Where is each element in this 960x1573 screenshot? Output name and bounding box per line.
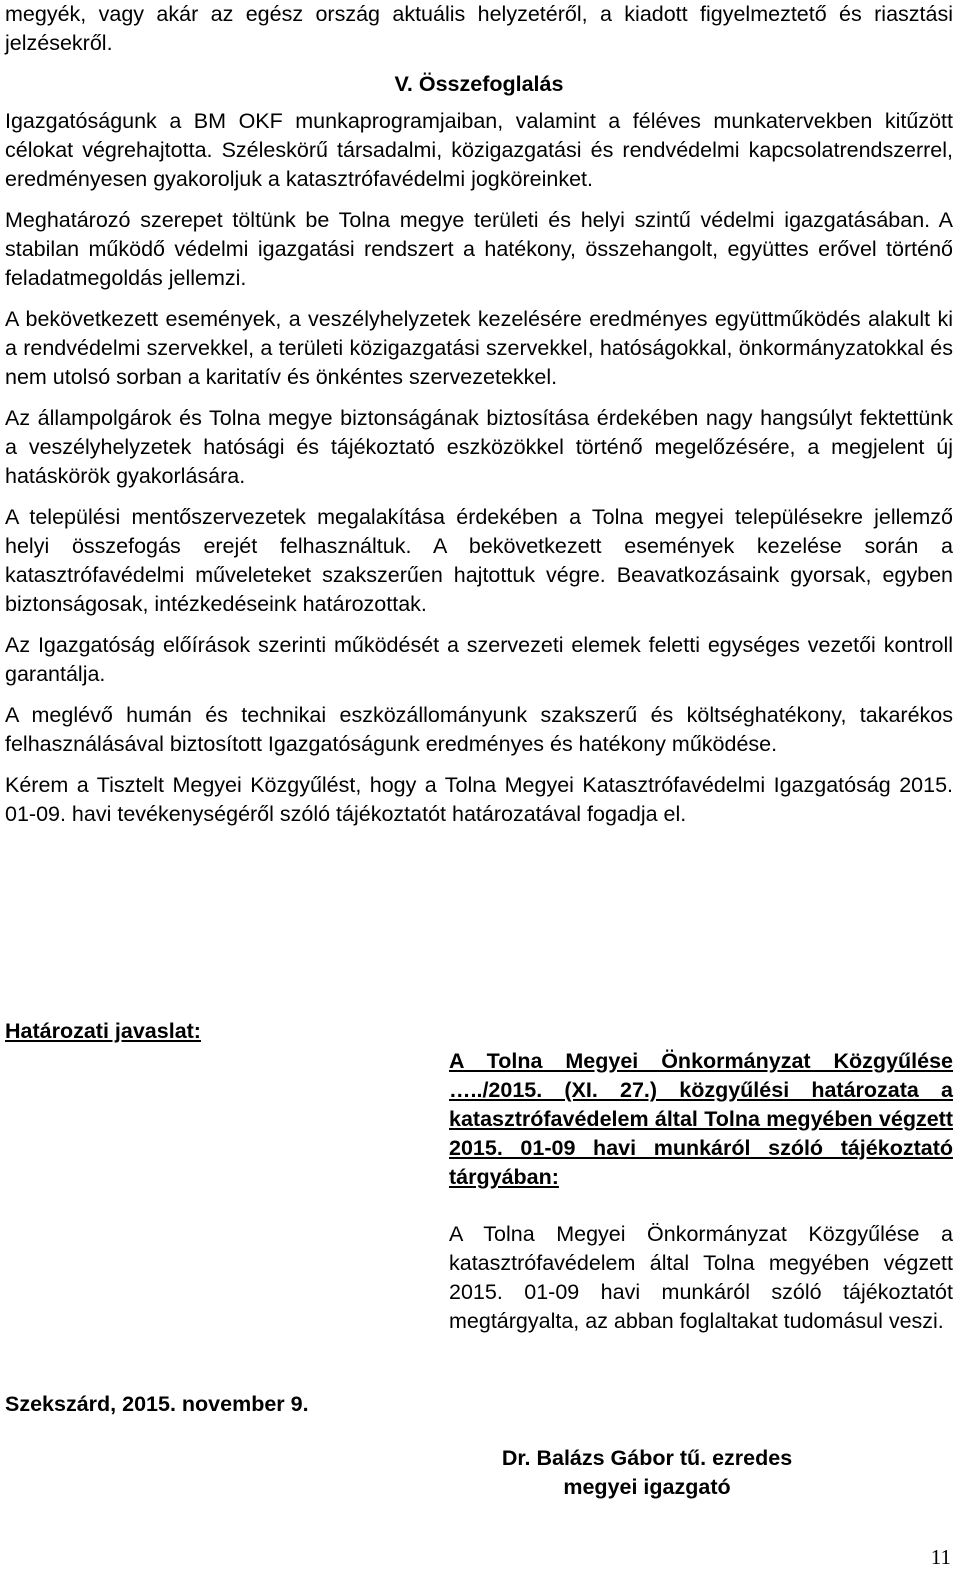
- section-heading: V. Összefoglalás: [394, 72, 564, 96]
- paragraph-8: Kérem a Tisztelt Megyei Közgyűlést, hogy a Tolna Megyei Katasztrófavédelmi Igazgatóság 2015. 01-09. havi tevékenységéről szóló tájékoztatót határozatával fogadja el.: [5, 773, 953, 826]
- paragraph-2: Meghatározó szerepet töltünk be Tolna megye területi és helyi szintű védelmi igazgatásában. A stabilan működő védelmi igazgatási rendszert a hatékony, összehangolt, együttes erővel történő feladatmegoldás jellemzi.: [5, 208, 953, 290]
- resolution-label: Határozati javaslat:: [5, 1019, 201, 1043]
- paragraph-3: A bekövetkezett események, a veszélyhelyzetek kezelésére eredményes együttműködés alakult ki a rendvédelmi szervekkel, a területi közigazgatási szervekkel, hatóságokkal, önkormányzatokkal és nem utolsó sorban a karitatív és önkéntes szervezetekkel.: [5, 307, 953, 389]
- intro-continuation: megyék, vagy akár az egész ország aktuális helyzetéről, a kiadott figyelmeztető és riasztási jelzésekről.: [5, 2, 953, 55]
- signature-block: [449, 1444, 845, 1502]
- signer-name: Dr. Balázs Gábor tű. ezredes: [501, 1446, 793, 1470]
- paragraph-4: Az állampolgárok és Tolna megye biztonságának biztosítása érdekében nagy hangsúlyt fektettünk a veszélyhelyzetek hatósági és tájékoztató eszközökkel történő megelőzésére, a megjelent új hatáskörök gyakorlására.: [5, 406, 953, 488]
- paragraph-7: A meglévő humán és technikai eszközállományunk szakszerű és költséghatékony, takarékos felhasználásával biztosított Igazgatóságunk eredményes és hatékony működése.: [5, 703, 953, 756]
- paragraph-6: Az Igazgatóság előírások szerinti működését a szervezeti elemek feletti egységes vezetői kontroll garantálja.: [5, 633, 953, 686]
- resolution-block: [449, 1047, 953, 1336]
- resolution-text: A Tolna Megyei Önkormányzat Közgyűlése a katasztrófavédelem által Tolna megyében végzett 2015. 01-09 havi munkáról szóló tájékoztatót megtárgyalta, az abban foglaltakat tudomásul veszi.: [449, 1222, 953, 1333]
- paragraph-1: Igazgatóságunk a BM OKF munkaprogramjaiban, valamint a féléves munkatervekben kitűzött célokat végrehajtotta. Széleskörű társadalmi, közigazgatási és rendvédelmi kapcsolatrendszerrel, eredményesen gyakoroljuk a katasztrófavédelmi jogköreinket.: [5, 109, 953, 191]
- place-date: Szekszárd, 2015. november 9.: [5, 1392, 309, 1416]
- resolution-title: A Tolna Megyei Önkormányzat Közgyűlése …../2015. (XI. 27.) közgyűlési határozata a katasztrófavédelem által Tolna megyében végzett 2015. 01-09 havi munkáról szóló tájékoztató tárgyában:: [449, 1049, 953, 1189]
- signer-title: megyei igazgató: [563, 1475, 731, 1499]
- page-number: 11: [930, 1545, 951, 1569]
- document-page: [5, 0, 953, 1573]
- paragraph-5: A települési mentőszervezetek megalakítása érdekében a Tolna megyei településekre jellemző helyi összefogás erejét felhasználtuk. A bekövetkezett események kezelése során a katasztrófavédelmi műveleteket szakszerűen hajtottuk végre. Beavatkozásaink gyorsak, egyben biztonságosak, intézkedéseink határozottak.: [5, 505, 953, 616]
